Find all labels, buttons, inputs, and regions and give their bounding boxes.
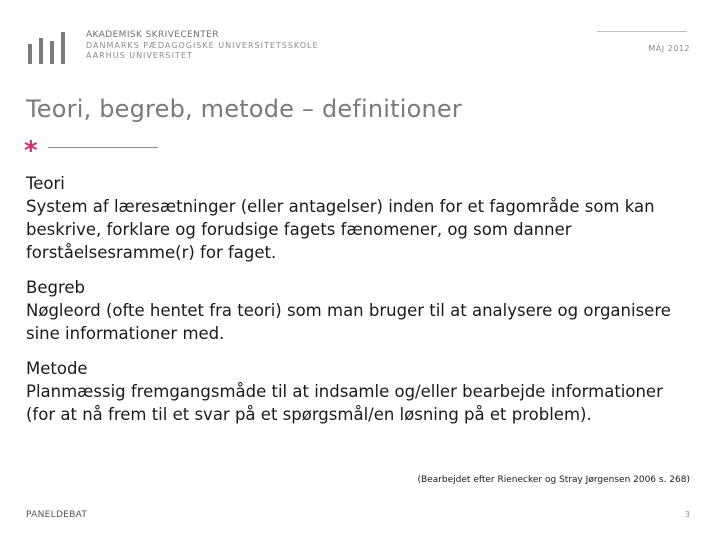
page-number: 3 <box>684 510 690 519</box>
organisation-block <box>86 31 319 60</box>
slide-body <box>26 172 696 438</box>
definition-begreb <box>26 276 696 345</box>
term-definition: Nøgleord (ofte hentet fra teori) som man bruger til at analysere og organisere sine informationer med. <box>26 301 671 343</box>
term-label: Metode <box>26 359 88 378</box>
term-definition: System af læresætninger (eller antagelser) inden for et fagområde som kan beskrive, forklare og forudsige fagets fænomener, og som danner forståelsesramme(r) for faget. <box>26 197 655 262</box>
title-divider <box>48 147 158 148</box>
definition-metode <box>26 357 696 426</box>
au-logo-icon <box>26 30 68 64</box>
org-university: AARHUS UNIVERSITET <box>86 51 193 60</box>
term-definition: Planmæssig fremgangsmåde til at indsamle og/eller bearbejde informationer (for at nå frem til et svar på et spørgsmål/en løsning på et problem). <box>26 382 663 424</box>
header-divider <box>597 31 687 32</box>
term-label: Begreb <box>26 278 85 297</box>
slide-date: MAJ 2012 <box>648 44 690 53</box>
asterisk-icon: * <box>24 136 38 166</box>
footer-label: PANELDEBAT <box>26 510 88 520</box>
org-name: AKADEMISK SKRIVECENTER <box>86 30 219 40</box>
definition-teori <box>26 172 696 264</box>
term-label: Teori <box>26 174 65 193</box>
source-citation: (Bearbejdet efter Rienecker og Stray Jørgensen 2006 s. 268) <box>417 475 690 485</box>
org-school: DANMARKS PÆDAGOGISKE UNIVERSITETSSKOLE <box>86 41 319 50</box>
slide-title: Teori, begreb, metode – definitioner <box>26 95 462 123</box>
